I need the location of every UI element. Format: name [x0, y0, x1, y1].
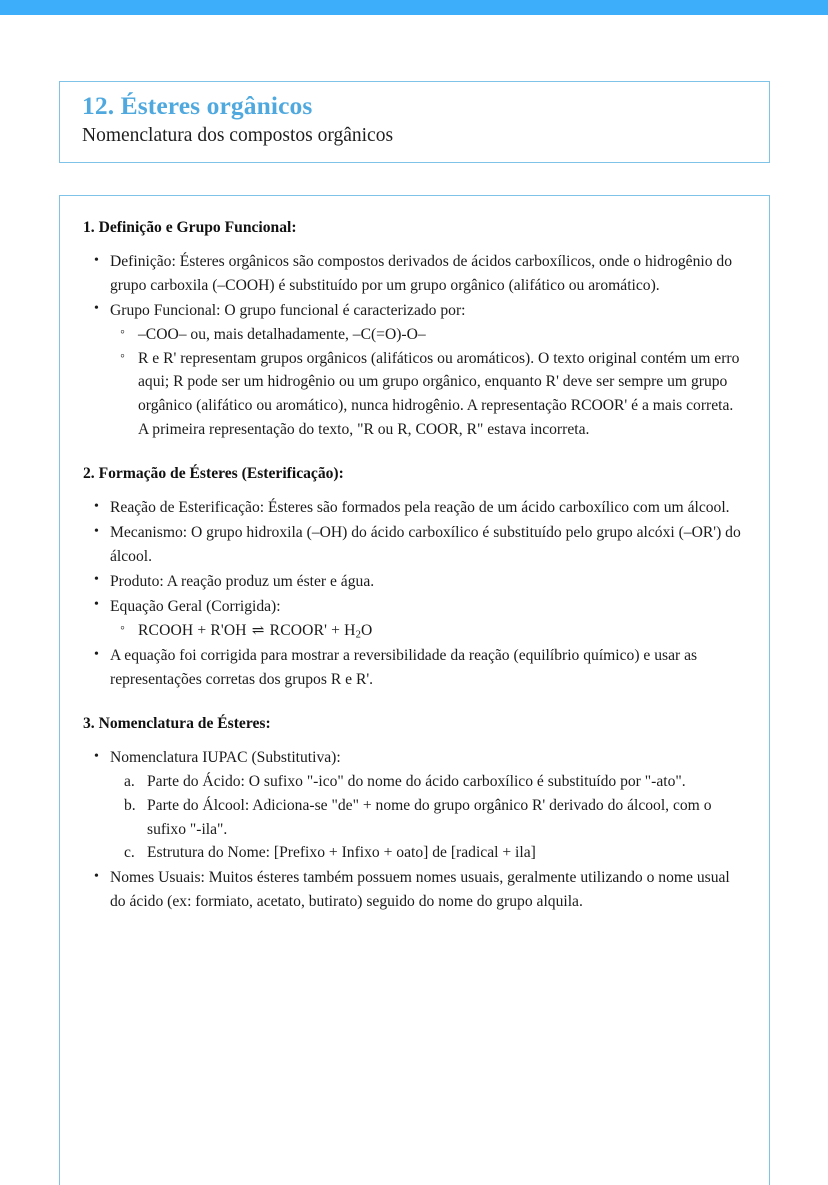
- list-item-text: A equação foi corrigida para mostrar a reversibilidade da reação (equilíbrio químico) e usar as representações corretas dos grupos R e R'.: [110, 647, 698, 688]
- list-item-text: Grupo Funcional: O grupo funcional é caracterizado por:: [110, 301, 466, 319]
- list-item: [83, 250, 741, 298]
- lettered-list-item-text: Parte do Ácido: O sufixo "-ico" do nome do ácido carboxílico é substituído por "-ato".: [147, 772, 686, 790]
- lettered-list-item-text: Parte do Álcool: Adiciona-se "de" + nome do grupo orgânico R' derivado do álcool, com o sufixo "-ila".: [147, 796, 712, 838]
- sub-list-item: [111, 347, 741, 442]
- section-formacao: [83, 464, 741, 692]
- list-item-text: Nomenclatura IUPAC (Substitutiva):: [110, 749, 341, 766]
- list-item-text: Mecanismo: O grupo hidroxila (–OH) do ácido carboxílico é substituído pelo grupo alcóxi (–OR') do álcool.: [110, 524, 741, 565]
- list-item: [83, 746, 741, 865]
- section-definicao: [83, 218, 741, 442]
- section-heading: 1. Definição e Grupo Funcional:: [83, 219, 297, 236]
- sub-list-item-text: –COO– ou, mais detalhadamente, –C(=O)-O–: [138, 325, 426, 343]
- list-item: [83, 866, 741, 914]
- list-item: [83, 521, 741, 569]
- list-item: [83, 299, 741, 442]
- sub-bullet-list: [111, 619, 741, 644]
- lettered-list-item: [112, 794, 741, 842]
- top-accent-bar: [0, 0, 828, 15]
- sub-list-item: [111, 323, 741, 347]
- list-item-text: Reação de Esterificação: Ésteres são formados pela reação de um ácido carboxílico com um álcool.: [110, 499, 730, 517]
- equation-subscript: 2: [355, 628, 362, 640]
- bullet-list: [83, 746, 741, 914]
- list-item: [83, 496, 741, 520]
- equation-right: RCOOR' + H: [269, 621, 356, 639]
- list-item: [83, 595, 741, 643]
- list-item: [83, 570, 741, 594]
- page-subtitle: Nomenclatura dos compostos orgânicos: [82, 125, 394, 147]
- section-heading: 3. Nomenclatura de Ésteres:: [83, 714, 271, 732]
- sub-bullet-list: [111, 323, 741, 442]
- list-item: [83, 644, 741, 692]
- sub-list-item-text: R e R' representam grupos orgânicos (alifáticos ou aromáticos). O texto original contém um erro aqui; R pode ser um hidrogênio ou um grupo orgânico, enquanto R' deve ser sempre um grupo orgânico (alifático ou aromático), nunca hidrogênio. A representação RCOOR' é a mais correta. A primeira representação do texto, "R ou R, COOR, R" estava incorreta.: [138, 349, 740, 439]
- content-card: [59, 195, 770, 1185]
- equilibrium-arrow-icon: ⇌: [251, 622, 265, 639]
- section-heading: 2. Formação de Ésteres (Esterificação):: [83, 465, 344, 483]
- list-item-text: Produto: A reação produz um éster e água.: [110, 572, 375, 590]
- lettered-list-item-text: Estrutura do Nome: [Prefixo + Infixo + oato] de [radical + ila]: [147, 844, 536, 862]
- equation-right-tail: O: [361, 621, 373, 639]
- list-item-text: Equação Geral (Corrigida):: [110, 597, 281, 615]
- section-nomenclatura: [83, 714, 741, 914]
- lettered-list-item: [112, 841, 741, 865]
- title-card: [59, 81, 770, 163]
- list-item-text: Definição: Ésteres orgânicos são compostos derivados de ácidos carboxílicos, onde o hidrogênio do grupo carboxila (–COOH) é substituído por um grupo orgânico (alifático ou aromático).: [110, 253, 733, 295]
- equation-left: RCOOH + R'OH: [138, 621, 247, 639]
- lettered-list-item: [112, 770, 741, 794]
- page-title: 12. Ésteres orgânicos: [82, 91, 313, 120]
- bullet-list: [83, 250, 741, 442]
- lettered-sub-list: [112, 770, 741, 865]
- list-item-text: Nomes Usuais: Muitos ésteres também possuem nomes usuais, geralmente utilizando o nome usual do ácido (ex: formiato, acetato, butirato) seguido do nome do grupo alquila.: [110, 869, 730, 911]
- bullet-list: [83, 496, 741, 691]
- chemical-equation: [111, 619, 741, 644]
